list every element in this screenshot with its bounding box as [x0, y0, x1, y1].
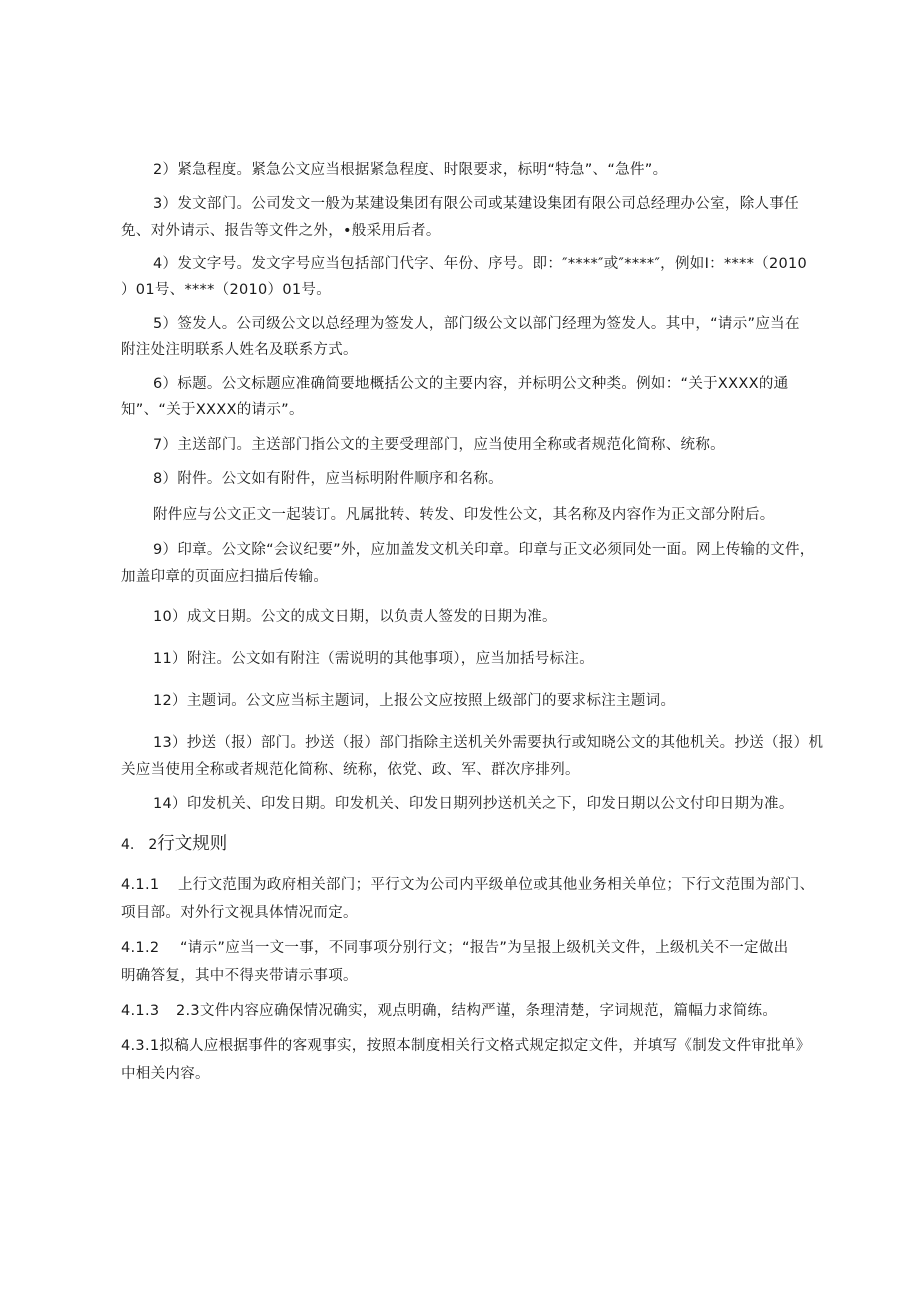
rule-number: 4.1.3 [121, 1003, 160, 1019]
item-title-line1: 6）标题。公文标题应准确简要地概括公文的主要内容，并标明公文种类。例如：“关于XXXX的通 [153, 376, 789, 392]
section-heading [121, 829, 227, 860]
item-signer-line2: 附注处注明联系人姓名及联系方式。 [121, 342, 358, 358]
item-keywords: 12）主题词。公文应当标主题词，上报公文应按照上级部门的要求标注主题词。 [153, 693, 676, 709]
rule-number: 4.1.1 [121, 877, 160, 893]
section-title: 行文规则 [157, 834, 228, 854]
rule-text-line1: “请示”应当一文一事，不同事项分别行文；“报告”为呈报上级机关文件，上级机关不一定做出 [180, 940, 789, 956]
rule-number: 4.1.2 [121, 940, 160, 956]
rule-text-line1: 4.3.1拟稿人应根据事件的客观事实，按照本制度相关行文格式规定拟定文件，并填写《制发文件审批单》 [121, 1038, 811, 1054]
item-doc-number-line2: ）01号、****（2010）01号。 [121, 282, 332, 298]
item-seal-line1: 9）印章。公文除“会议纪要”外，应加盖发文机关印章。印章与正文必须同处一面。网上传输的文件， [153, 542, 815, 558]
item-issuing-dept-line2: 免、对外请示、报告等文件之外，•般采用后者。 [121, 223, 441, 239]
item-attachment: 8）附件。公文如有附件，应当标明附件顺序和名称。 [153, 471, 503, 487]
item-urgency: 2）紧急程度。紧急公文应当根据紧急程度、时限要求，标明“特急”、“急件”。 [153, 162, 668, 178]
rule-text-line1: 2.3文件内容应确保情况确实，观点明确，结构严谨，条理清楚，字词规范，篇幅力求简练。 [176, 1003, 778, 1019]
item-printing: 14）印发机关、印发日期。印发机关、印发日期列抄送机关之下，印发日期以公文付印日期为准。 [153, 796, 794, 812]
rule-text-line2: 项目部。对外行文视具体情况而定。 [121, 905, 358, 921]
item-date: 10）成文日期。公文的成文日期，以负责人签发的日期为准。 [153, 609, 557, 625]
item-cc-line1: 13）抄送（报）部门。抄送（报）部门指除主送机关外需要执行或知晓公文的其他机关。抄送（报）机 [153, 735, 824, 751]
item-issuing-dept-line1: 3）发文部门。公司发文一般为某建设集团有限公司或某建设集团有限公司总经理办公室，除人事任 [153, 196, 799, 212]
item-title-line2: 知”、“关于XXXX的请示”。 [121, 402, 304, 418]
item-recipient: 7）主送部门。主送部门指公文的主要受理部门，应当使用全称或者规范化简称、统称。 [153, 437, 725, 453]
item-doc-number-line1: 4）发文字号。发文字号应当包括部门代字、年份、序号。即：″****″或″****″，例如I：****（2010 [153, 256, 808, 272]
rule-text-line2: 明确答复，其中不得夹带请示事项。 [121, 968, 358, 984]
item-seal-line2: 加盖印章的页面应扫描后传输。 [121, 569, 329, 585]
section-number: 4. 2 [121, 837, 158, 853]
item-attachment-note: 附件应与公文正文一起装订。凡属批转、转发、印发性公文，其名称及内容作为正文部分附后。 [153, 507, 775, 523]
rule-text-line2: 中相关内容。 [121, 1066, 210, 1082]
item-cc-line2: 关应当使用全称或者规范化简称、统称，依党、政、军、群次序排列。 [121, 762, 580, 778]
item-signer-line1: 5）签发人。公司级公文以总经理为签发人，部门级公文以部门经理为签发人。其中，“请示”应当在 [153, 316, 800, 332]
rule-text-line1: 上行文范围为政府相关部门；平行文为公司内平级单位或其他业务相关单位；下行文范围为部门、 [178, 877, 815, 893]
item-annotation: 11）附注。公文如有附注（需说明的其他事项），应当加括号标注。 [153, 651, 594, 667]
